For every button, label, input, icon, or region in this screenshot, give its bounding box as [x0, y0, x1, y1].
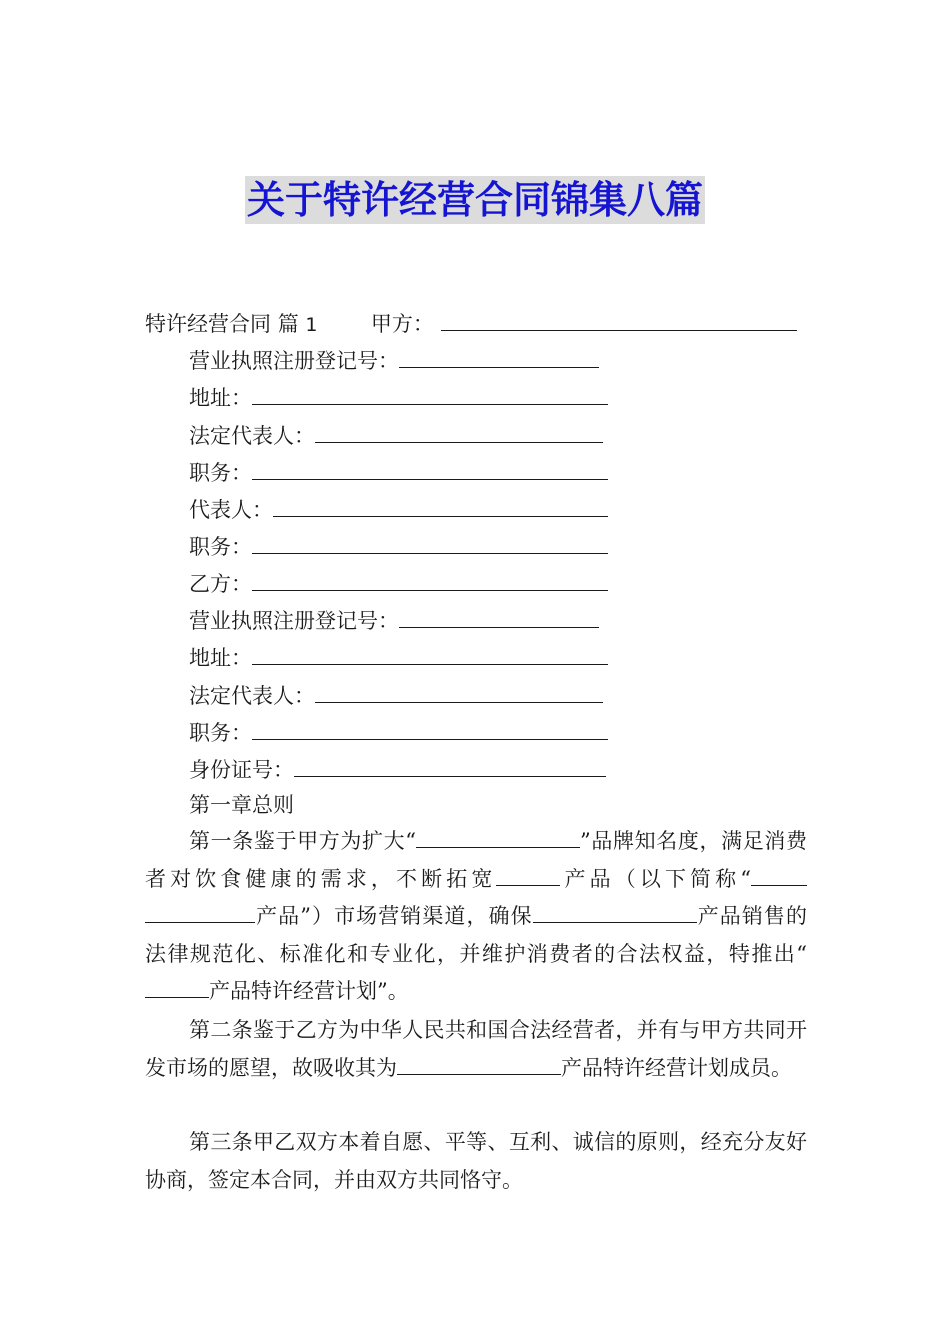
field-label: 营业执照注册登记号： [189, 609, 399, 633]
blank-line [533, 900, 697, 923]
field-label: 地址： [189, 386, 252, 410]
party-a-label: 甲方： [370, 312, 434, 336]
field-blank [315, 420, 603, 443]
article-1-text-a: 第一条鉴于甲方为扩大“ [189, 829, 416, 853]
field-label: 法定代表人： [189, 684, 315, 708]
field-label: 职务： [189, 721, 252, 745]
field-line [189, 420, 603, 450]
field-blank [399, 345, 599, 368]
blank-line [496, 863, 560, 886]
field-label: 营业执照注册登记号： [189, 349, 399, 373]
section-number: 1 [305, 314, 318, 336]
field-label: 职务： [189, 461, 252, 485]
field-line [189, 494, 608, 524]
field-line [189, 605, 599, 635]
article-1-text-c: 产品（以下简称“ [560, 866, 751, 891]
field-blank [252, 457, 608, 480]
blank-line [397, 1052, 561, 1075]
field-label: 法定代表人： [189, 424, 315, 448]
blank-line [751, 863, 807, 886]
field-line [189, 568, 608, 598]
field-blank [252, 382, 608, 405]
field-line [189, 717, 608, 747]
party-a-blank [441, 308, 797, 331]
article-1-text-b: ”品牌知名度，满足消费者对饮食健康的需求，不断拓宽 [145, 829, 807, 891]
document-title: 关于特许经营合同锦集八篇 [246, 178, 703, 222]
field-blank [294, 754, 606, 777]
field-label: 身份证号： [189, 758, 294, 782]
field-blank [252, 717, 608, 740]
article-3: 第三条甲乙双方本着自愿、平等、互利、诚信的原则，经充分友好协商，签定本合同，并由双方共同恪守。 [145, 1130, 807, 1192]
blank-line [416, 825, 580, 848]
article-2-text-b: 产品特许经营计划成员。 [561, 1055, 792, 1080]
field-line [189, 345, 599, 375]
blank-line [145, 975, 209, 998]
section-header-line [145, 308, 797, 339]
field-blank [273, 494, 608, 517]
field-label: 代表人： [189, 498, 273, 522]
section-part: 篇 [277, 312, 299, 336]
field-label: 乙方： [189, 572, 252, 596]
field-blank [399, 605, 599, 628]
field-label: 职务： [189, 535, 252, 559]
field-line [189, 382, 608, 412]
field-blank [315, 680, 603, 703]
field-blank [252, 642, 608, 665]
field-blank [252, 568, 608, 591]
article-1-text-d: 产品”）市场营销渠道，确保 [255, 904, 533, 928]
section-label: 特许经营合同 [145, 312, 271, 336]
blank-line [145, 900, 255, 923]
title-container [0, 176, 950, 224]
field-line [189, 457, 608, 487]
article-2-text-a: 第二条鉴于乙方为中华人民共和国合法经营者，并有与甲方共同开发市场的愿望，故吸收其为 [145, 1018, 807, 1080]
field-line [189, 754, 606, 784]
chapter-heading: 第一章总则 [189, 793, 294, 817]
field-blank [252, 531, 608, 554]
article-1-text-e: 产品销售的法律规范化、标准化和专业化，并维护消费者的合法权益，特推出“ [145, 904, 807, 966]
article-2 [145, 1012, 807, 1087]
field-line [189, 531, 608, 561]
field-line [189, 680, 603, 710]
article-1-text-f: 产品特许经营计划”。 [209, 979, 409, 1003]
article-1 [145, 823, 807, 1011]
field-label: 地址： [189, 646, 252, 670]
field-line [189, 642, 608, 672]
